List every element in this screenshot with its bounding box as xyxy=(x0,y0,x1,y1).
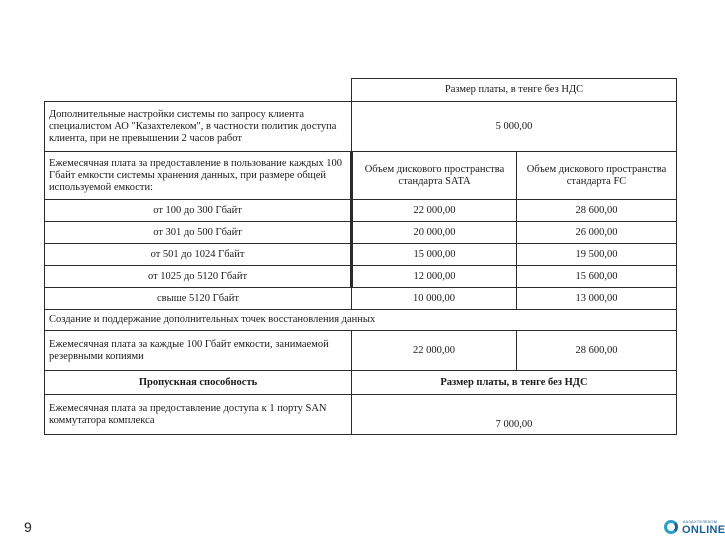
tier-sata-price: 10 000,00 xyxy=(352,288,517,310)
blank-cell xyxy=(45,79,352,102)
tier-sata-price: 15 000,00 xyxy=(352,244,517,266)
tier-fc-price: 26 000,00 xyxy=(517,222,677,244)
page-number: 9 xyxy=(24,519,32,535)
tier-fc-price: 19 500,00 xyxy=(517,244,677,266)
restore-section-title: Создание и поддержание дополнительных точек восстановления данных xyxy=(45,310,677,331)
pricing-table xyxy=(44,78,677,435)
tier-range: от 100 до 300 Гбайт xyxy=(45,200,352,222)
restore-fc-price: 28 600,00 xyxy=(517,331,677,371)
price-header-row xyxy=(45,79,677,102)
setup-label: Дополнительные настройки системы по запросу клиента специалистом АО "Казахтелеком", в частности политик доступа клиента, при не превышении 2 часов работ xyxy=(45,102,352,152)
monthly-label: Ежемесячная плата за предоставление в пользование каждых 100 Гбайт емкости системы хранения данных, при размере общей используемой емкости: xyxy=(45,152,352,200)
restore-row xyxy=(45,331,677,371)
setup-row xyxy=(45,102,677,152)
tier-row xyxy=(45,222,677,244)
bandwidth-price-header: Размер платы, в тенге без НДС xyxy=(352,371,677,395)
logo-wordmark: ONLINE xyxy=(682,524,725,536)
san-row xyxy=(45,395,677,435)
tier-row xyxy=(45,200,677,222)
sata-column-header: Объем дискового пространства стандарта SATA xyxy=(352,152,517,200)
tier-sata-price: 12 000,00 xyxy=(352,266,517,288)
tier-fc-price: 13 000,00 xyxy=(517,288,677,310)
restore-section-row xyxy=(45,310,677,331)
restore-label: Ежемесячная плата за каждые 100 Гбайт емкости, занимаемой резервными копиями xyxy=(45,331,352,371)
tier-range: от 501 до 1024 Гбайт xyxy=(45,244,352,266)
company-logo xyxy=(664,518,725,540)
fc-column-header: Объем дискового пространства стандарта FC xyxy=(517,152,677,200)
bandwidth-row xyxy=(45,371,677,395)
logo-caption: КАЗАХТЕЛЕКОМ xyxy=(683,519,718,524)
tier-fc-price: 15 600,00 xyxy=(517,266,677,288)
tier-range: от 1025 до 5120 Гбайт xyxy=(45,266,352,288)
tier-sata-price: 22 000,00 xyxy=(352,200,517,222)
tier-sata-price: 20 000,00 xyxy=(352,222,517,244)
tier-range: свыше 5120 Гбайт xyxy=(45,288,352,310)
tier-fc-price: 28 600,00 xyxy=(517,200,677,222)
restore-sata-price: 22 000,00 xyxy=(352,331,517,371)
monthly-header-row xyxy=(45,152,677,200)
tier-row xyxy=(45,244,677,266)
setup-value: 5 000,00 xyxy=(352,102,677,152)
san-value: 7 000,00 xyxy=(352,395,677,435)
san-label: Ежемесячная плата за предоставление доступа к 1 порту SAN коммутатора комплекса xyxy=(45,395,352,435)
logo-icon xyxy=(664,520,678,534)
tier-range: от 301 до 500 Гбайт xyxy=(45,222,352,244)
bandwidth-label: Пропускная способность xyxy=(45,371,352,395)
tier-row xyxy=(45,266,677,288)
tier-row xyxy=(45,288,677,310)
price-header: Размер платы, в тенге без НДС xyxy=(352,79,677,102)
